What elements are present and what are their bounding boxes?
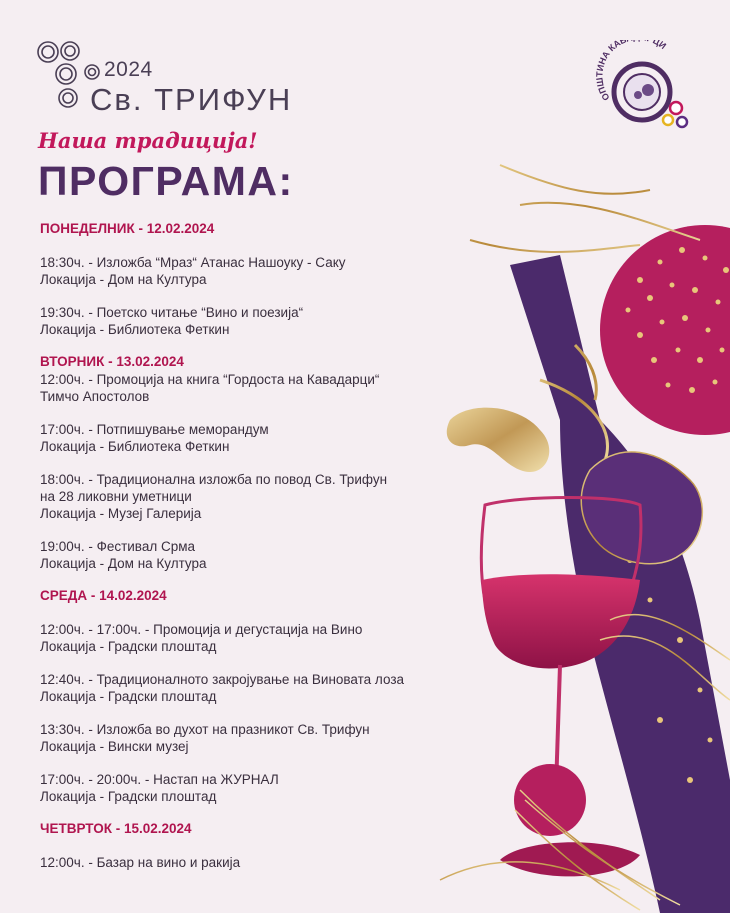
day-heading-tuesday: ВТОРНИК - 13.02.2024 bbox=[40, 354, 184, 369]
event-item: 18:30ч. - Изложба “Мраз“ Атанас Нашоуку - Саку Локација - Дом на Култура bbox=[40, 255, 346, 287]
festival-year: 2024 bbox=[104, 58, 153, 81]
event-item: 12:00ч. - 17:00ч. - Промоција и дегустација на Вино Локација - Градски плоштад bbox=[40, 622, 363, 654]
day-heading-wednesday: СРЕДА - 14.02.2024 bbox=[40, 588, 167, 603]
event-item: 12:00ч. - Промоција на книга “Гордоста на Кавадарци“ Тимчо Апостолов bbox=[40, 372, 380, 404]
municipality-logo bbox=[596, 40, 692, 141]
event-item: 17:00ч. - Потпишување меморандум Локација - Библиотека Феткин bbox=[40, 422, 269, 454]
event-item: 19:00ч. - Фестивал Срма Локација - Дом на Култура bbox=[40, 539, 207, 571]
tagline: Наша традиција! bbox=[38, 128, 258, 153]
event-item: 12:00ч. - Базар на вино и ракија bbox=[40, 855, 241, 870]
event-item: 17:00ч. - 20:00ч. - Настап на ЖУРНАЛ Локација - Градски плоштад bbox=[40, 772, 279, 804]
event-item: 13:30ч. - Изложба во духот на празникот Св. Трифун Локација - Вински музеј bbox=[40, 722, 370, 754]
festival-name: Св. ТРИФУН bbox=[90, 82, 293, 117]
municipality-name: ОП НА КАВ ЦИ bbox=[596, 40, 668, 103]
event-item: 19:30ч. - Поетско читање “Вино и поезија“ Локација - Библиотека Феткин bbox=[40, 305, 304, 337]
event-item: 12:40ч. - Традиционалното закројување на Виновата лоза Локација - Градски плоштад bbox=[40, 672, 405, 704]
day-heading-thursday: ЧЕТВРТОК - 15.02.2024 bbox=[40, 821, 192, 836]
event-item: 18:00ч. - Традиционална изложба по повод Св. Трифун на 28 ликовни уметници Локација - Музеј Галерија bbox=[40, 472, 388, 521]
dotted-circle bbox=[600, 225, 730, 435]
program-title: ПРОГРАМА: bbox=[38, 158, 294, 204]
day-heading-monday: ПОНЕДЕЛНИК - 12.02.2024 bbox=[40, 221, 215, 236]
